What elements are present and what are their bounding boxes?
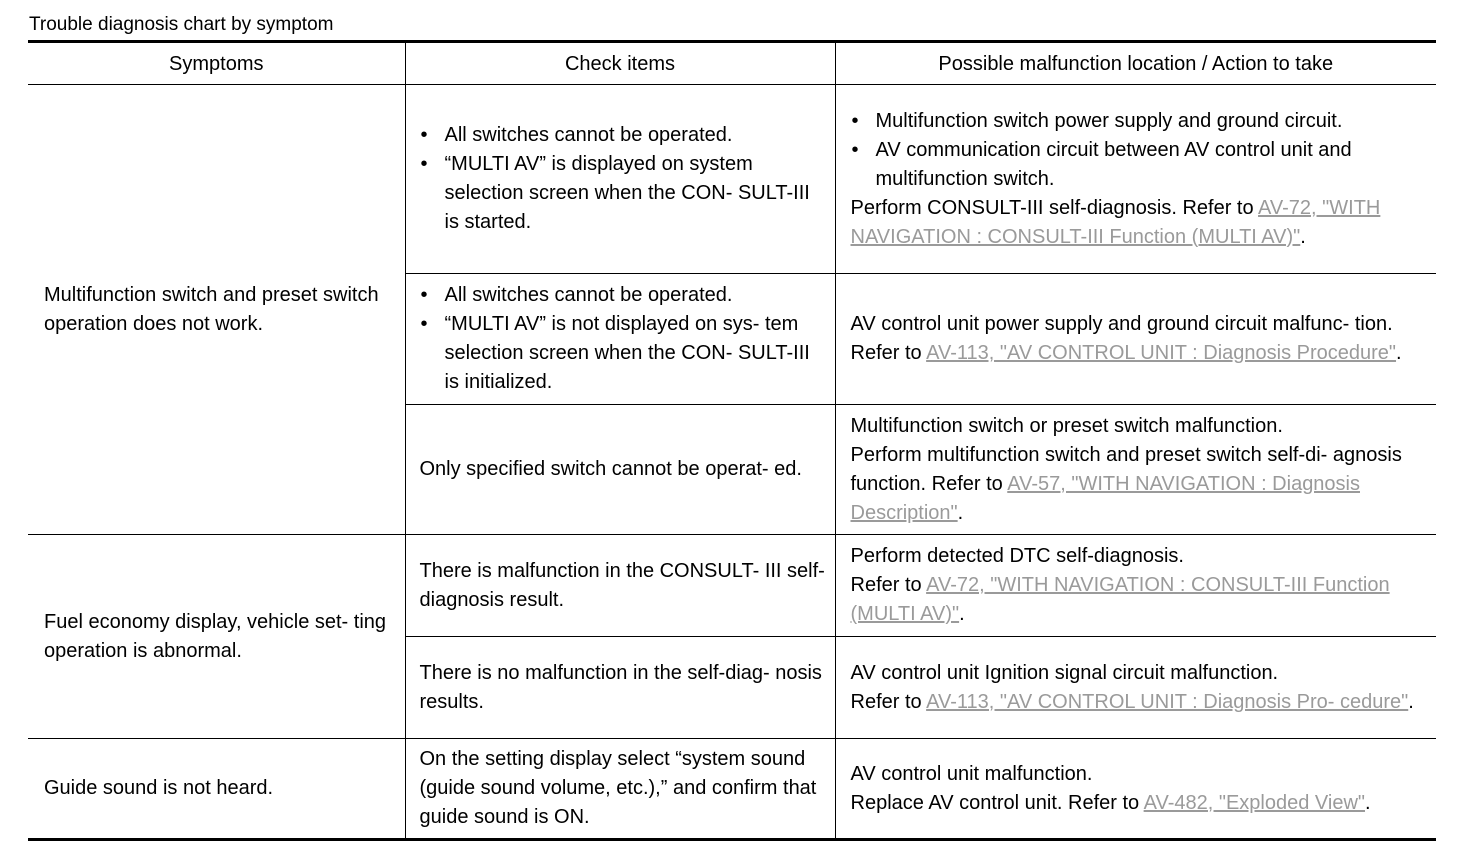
table-header-row: [28, 42, 1436, 85]
symptom-cell: Guide sound is not heard.: [28, 739, 405, 840]
check-items-cell: There is no malfunction in the self-diag- nosis results.: [405, 637, 835, 739]
check-items-list: [420, 121, 827, 237]
action-line: AV control unit malfunction.: [850, 762, 1093, 785]
check-items-cell: On the setting display select “system sound (guide sound volume, etc.),” and confirm that guide sound is ON.: [405, 739, 835, 840]
trouble-diagnosis-table: [28, 40, 1436, 841]
list-item: • All switches cannot be operated.: [420, 281, 827, 310]
list-item: • “MULTI AV” is not displayed on sys- tem selection screen when the CON- SULT-III is initialized.: [420, 310, 827, 397]
action-line: Perform detected DTC self-diagnosis.: [850, 545, 1184, 567]
action-line: AV control unit Ignition signal circuit malfunction.: [850, 661, 1279, 684]
symptom-cell: Multifunction switch and preset switch operation does not work.: [28, 85, 405, 535]
list-item: • All switches cannot be operated.: [420, 121, 827, 150]
check-items-cell: [405, 274, 835, 405]
reference-link[interactable]: AV-482, "Exploded View": [1143, 791, 1366, 814]
symptom-cell: Fuel economy display, vehicle set- ting operation is abnormal.: [28, 535, 405, 739]
action-text: Perform CONSULT-III self-diagnosis. Refer to AV-72, "WITH NAVIGATION : CONSULT-III Function (MULTI AV)".: [850, 196, 1381, 248]
list-item: • AV communication circuit between AV control unit and multifunction switch.: [851, 136, 1431, 194]
action-cell: [835, 85, 1436, 274]
reference-link[interactable]: AV-113, "AV CONTROL UNIT : Diagnosis Procedure": [926, 342, 1397, 364]
check-items-cell: There is malfunction in the CONSULT- III self-diagnosis result.: [405, 535, 835, 637]
action-text: Perform multifunction switch and preset switch self-di- agnosis function. Refer to AV-57, "WITH NAVIGATION : Diagnosis Description".: [850, 443, 1402, 524]
action-list: [851, 107, 1431, 194]
action-cell: [835, 637, 1436, 739]
reference-link[interactable]: AV-113, "AV CONTROL UNIT : Diagnosis Pro- cedure": [926, 690, 1409, 713]
table-row: [28, 739, 1436, 840]
action-line: Multifunction switch or preset switch malfunction.: [850, 414, 1283, 437]
header-symptoms: Symptoms: [28, 42, 405, 85]
header-action: Possible malfunction location / Action to take: [835, 42, 1436, 85]
reference-link[interactable]: AV-72, "WITH NAVIGATION : CONSULT-III Function (MULTI AV)": [850, 574, 1390, 625]
action-text: AV control unit power supply and ground circuit malfunc- tion. Refer to AV-113, "AV CONTROL UNIT : Diagnosis Procedure".: [850, 313, 1402, 364]
action-cell: [835, 739, 1436, 840]
table-row: [28, 85, 1436, 274]
check-items-list: [420, 281, 827, 397]
action-cell: [835, 535, 1436, 637]
reference-link[interactable]: AV-72, "WITH NAVIGATION : CONSULT-III Function (MULTI AV)": [850, 196, 1381, 248]
action-text: Refer to AV-72, "WITH NAVIGATION : CONSULT-III Function (MULTI AV)".: [850, 574, 1390, 625]
action-cell: [835, 274, 1436, 405]
page-title: Trouble diagnosis chart by symptom: [29, 14, 334, 35]
action-cell: [835, 405, 1436, 535]
list-item: • “MULTI AV” is displayed on system selection screen when the CON- SULT-III is started.: [420, 150, 827, 237]
reference-link[interactable]: AV-57, "WITH NAVIGATION : Diagnosis Description": [850, 472, 1360, 524]
check-items-cell: Only specified switch cannot be operat- ed.: [405, 405, 835, 535]
action-text: Replace AV control unit. Refer to AV-482, "Exploded View".: [850, 791, 1371, 814]
action-text: Refer to AV-113, "AV CONTROL UNIT : Diagnosis Pro- cedure".: [850, 690, 1414, 713]
check-items-cell: [405, 85, 835, 274]
list-item: • Multifunction switch power supply and ground circuit.: [851, 107, 1431, 136]
header-check-items: Check items: [405, 42, 835, 85]
table-row: [28, 535, 1436, 637]
